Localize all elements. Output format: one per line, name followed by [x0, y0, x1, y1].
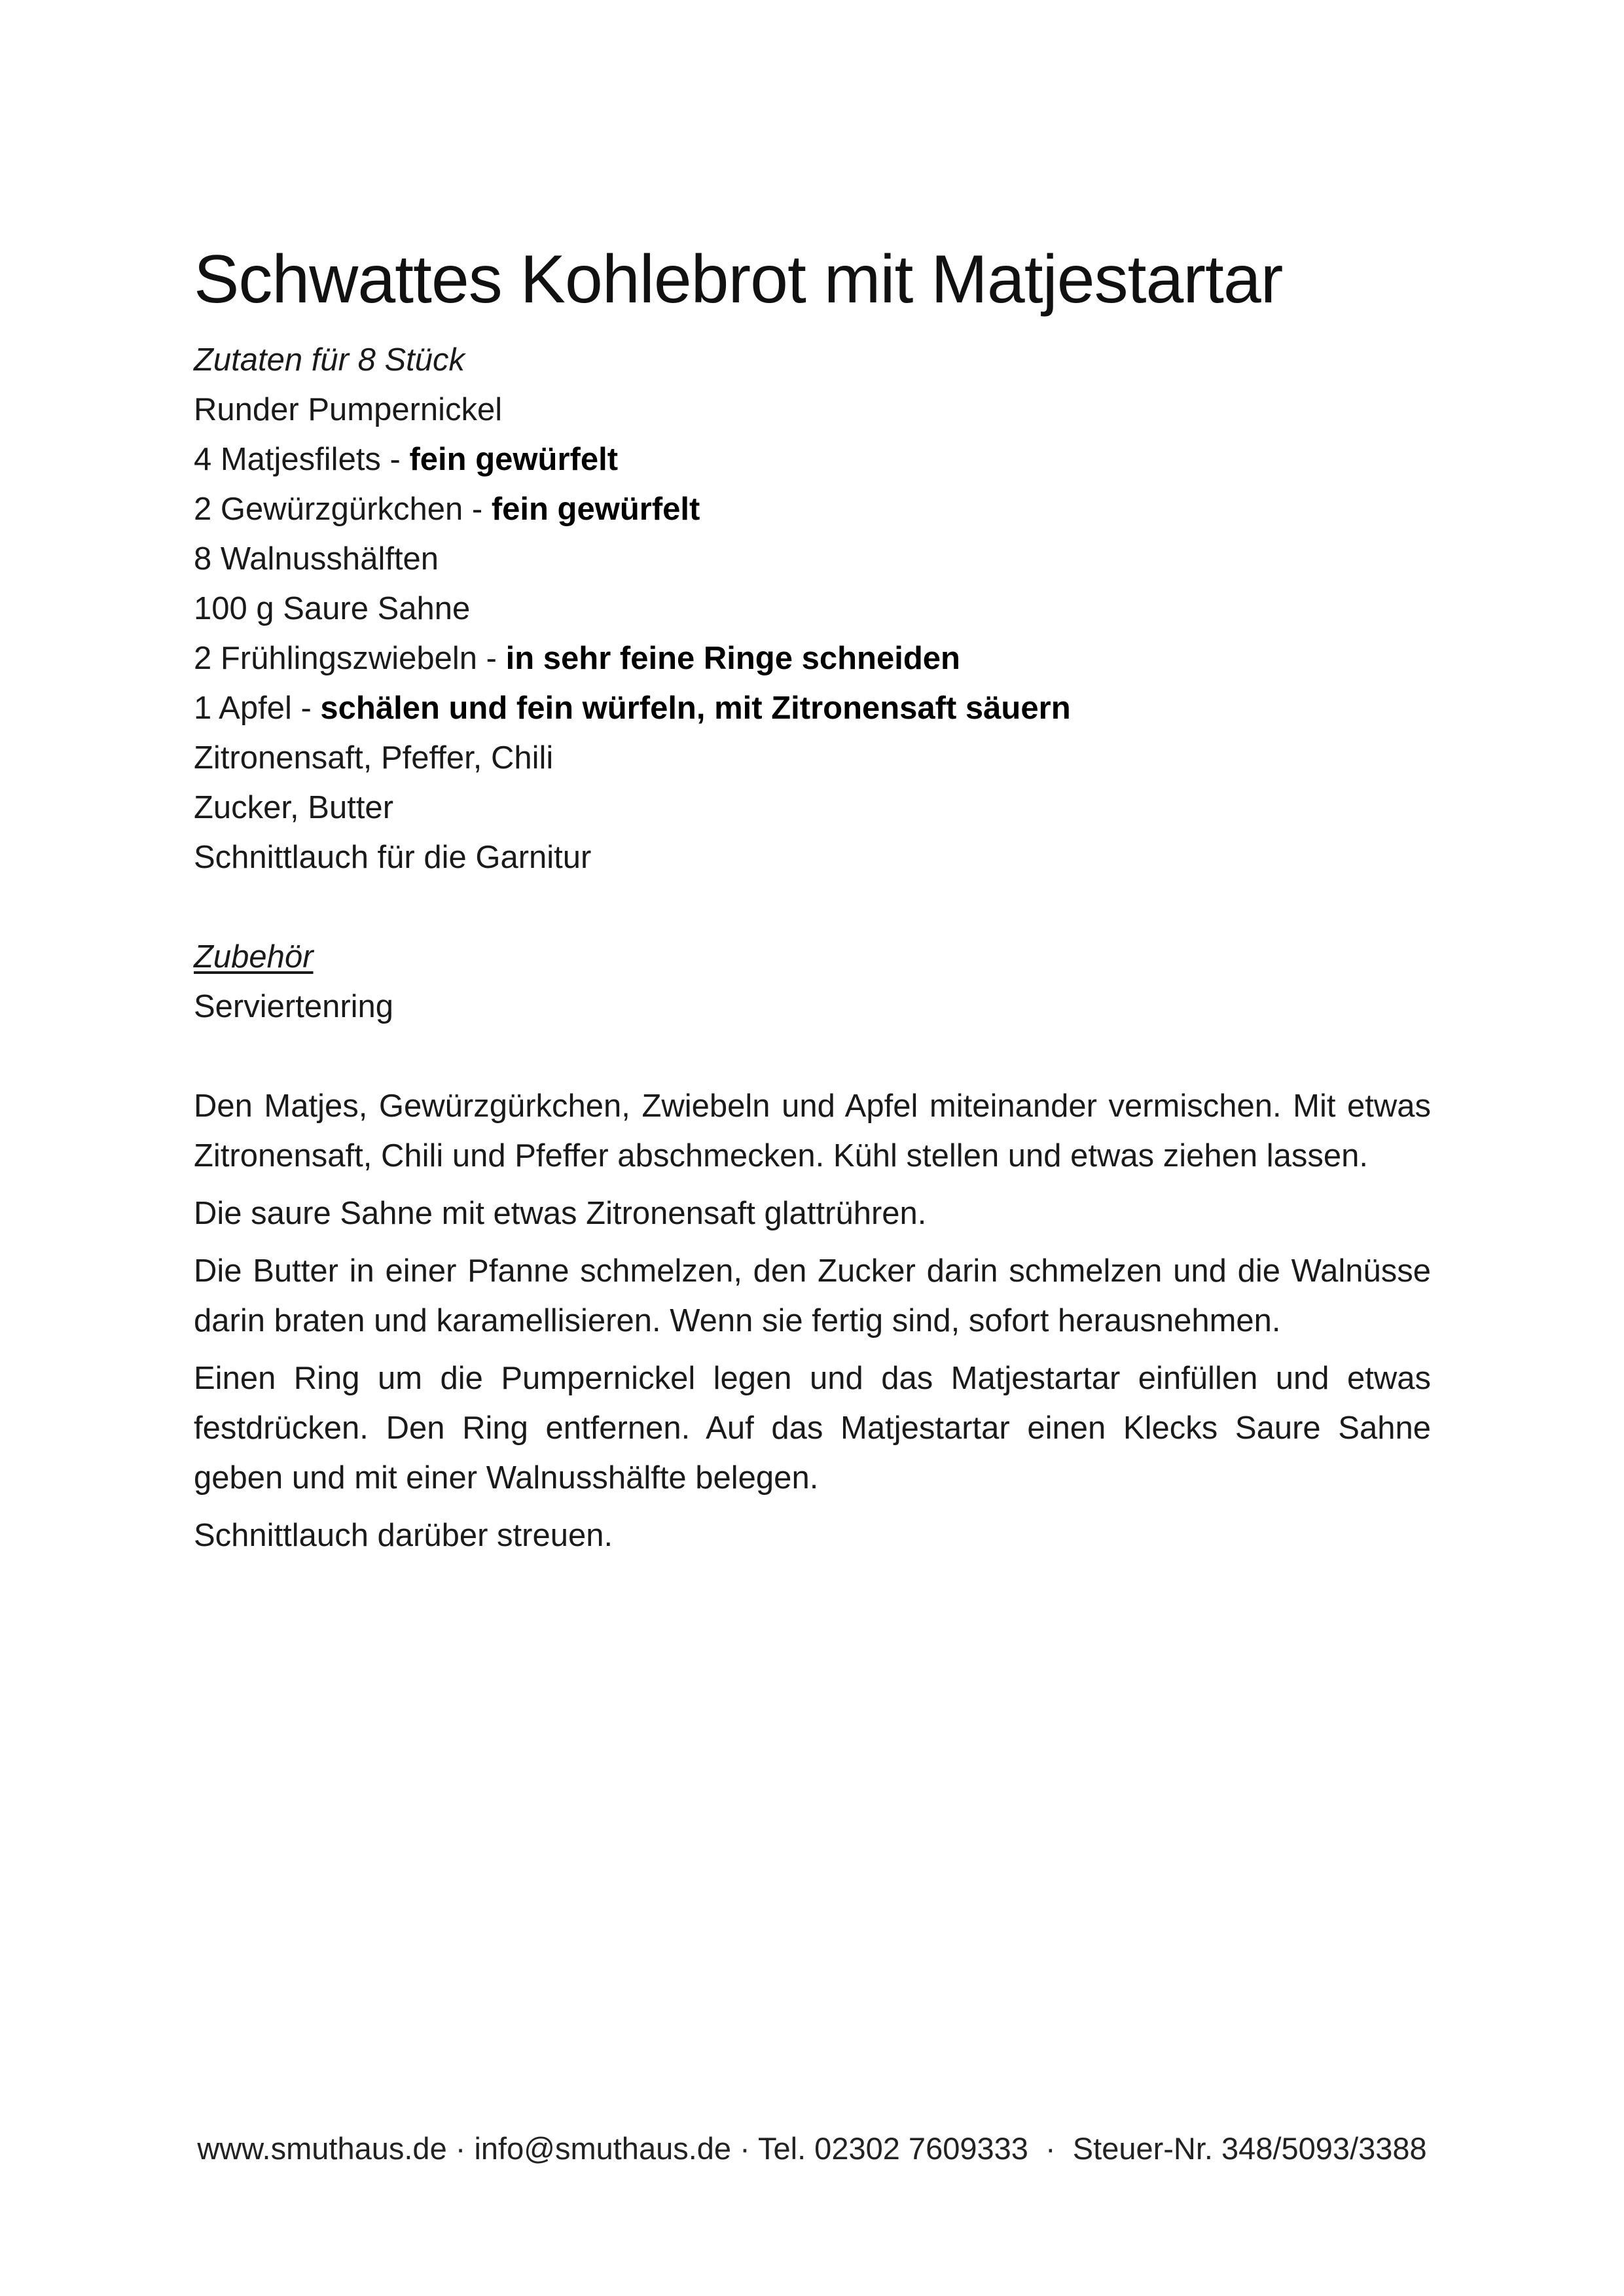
ingredients-list: [194, 385, 1431, 882]
ingredient-item: Runder Pumpernickel: [194, 392, 503, 428]
section-spacer: [194, 1031, 1431, 1081]
ingredient-item: 1 Apfel - schälen und fein würfeln, mit Zitronensaft säuern: [194, 691, 1071, 726]
ingredient-item: 4 Matjesfilets - fein gewürfelt: [194, 442, 619, 478]
instruction-step: Einen Ring um die Pumpernickel legen und das Matjestartar einfüllen und etwas festdrücken. Den Ring entfernen. Auf das Matjestartar einen Klecks Saure Sahne geben und mit einer Walnusshälfte belegen.: [194, 1361, 1431, 1496]
ingredient-item: 2 Gewürzgürkchen - fein gewürfelt: [194, 492, 700, 528]
section-spacer: [194, 882, 1431, 932]
instructions: [194, 1081, 1431, 1560]
ingredient-item: 8 Walnusshälften: [194, 541, 439, 577]
recipe-title: Schwattes Kohlebrot mit Matjestartar: [194, 242, 1283, 317]
ingredients-heading: Zutaten für 8 Stück: [194, 342, 465, 378]
equipment-item: Serviertenring: [194, 989, 394, 1025]
instruction-step: Die Butter in einer Pfanne schmelzen, den Zucker darin schmelzen und die Walnüsse darin braten und karamellisieren. Wenn sie fertig sind, sofort herausnehmen.: [194, 1253, 1431, 1339]
ingredient-item: 100 g Saure Sahne: [194, 591, 471, 627]
ingredient-item: Zucker, Butter: [194, 790, 394, 826]
recipe-page: [194, 242, 1431, 1568]
page-footer: www.smuthaus.de · info@smuthaus.de · Tel. 02302 7609333 · Steuer-Nr. 348/5093/3388: [197, 2131, 1427, 2166]
ingredient-item: 2 Frühlingszwiebeln - in sehr feine Ringe schneiden: [194, 641, 960, 677]
ingredient-item: Zitronensaft, Pfeffer, Chili: [194, 740, 554, 776]
instruction-step: Schnittlauch darüber streuen.: [194, 1518, 613, 1554]
instruction-step: Die saure Sahne mit etwas Zitronensaft glattrühren.: [194, 1196, 927, 1232]
instruction-step: Den Matjes, Gewürzgürkchen, Zwiebeln und Apfel miteinander vermischen. Mit etwas Zitronensaft, Chili und Pfeffer abschmecken. Kühl stellen und etwas ziehen lassen.: [194, 1088, 1431, 1174]
ingredient-item: Schnittlauch für die Garnitur: [194, 840, 592, 876]
equipment-heading: Zubehör: [194, 939, 314, 975]
